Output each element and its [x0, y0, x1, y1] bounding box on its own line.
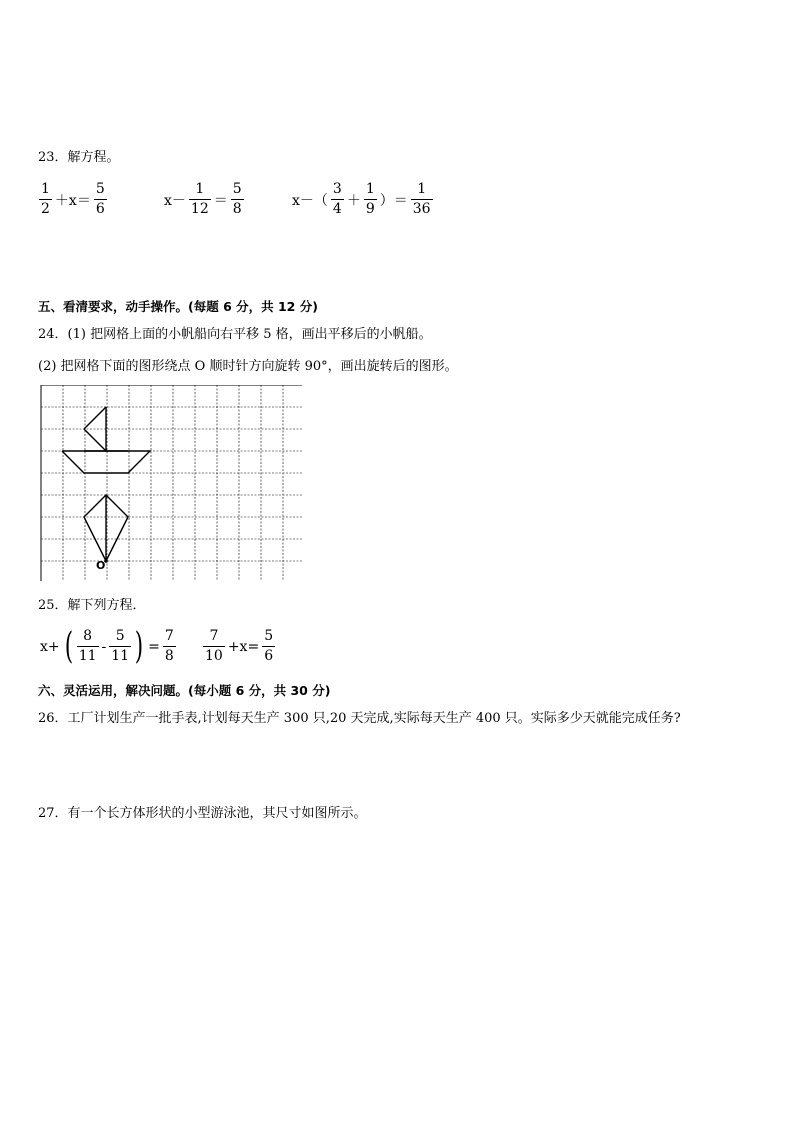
fraction: $\frac{7}{8}$	[164, 628, 174, 664]
fraction: $\frac{5}{6}$	[264, 628, 274, 664]
fraction: $\frac{1}{36}$	[412, 181, 431, 217]
fraction: $\frac{5}{6}$	[95, 181, 105, 217]
fraction: $\frac{1}{2}$	[41, 181, 50, 217]
q27-text: 27．有一个长方体形状的小型游泳池，其尺寸如图所示。	[38, 806, 367, 821]
fraction: $\frac{5}{8}$	[232, 181, 242, 217]
grid-figure	[40, 385, 302, 581]
q23-equation-1: $\frac{1}{2}$ ＋x＝ $\frac{5}{6}$	[41, 181, 105, 217]
q25-title: 25．解下列方程．	[38, 598, 146, 613]
grid-lines	[41, 385, 302, 581]
fraction: $\frac{1}{12}$	[190, 181, 209, 217]
q23-equation-2: x－ $\frac{1}{12}$ ＝ $\frac{5}{8}$	[164, 181, 242, 217]
sailboat	[62, 407, 150, 473]
q24-line-2: (2) 把网格下面的图形绕点 O 顺时针方向旋转 90°，画出旋转后的图形。	[38, 359, 458, 374]
q26-text: 26．工厂计划生产一批手表,计划每天生产 300 只,20 天完成,实际每天生产 400 只。实际多少天就能完成任务?	[38, 711, 681, 726]
q25-equation-1: x+ ( $\frac{8}{11}$ - $\frac{5}{11}$ ) = $\frac{7}{8}$	[40, 625, 174, 667]
fraction: $\frac{8}{11}$	[78, 628, 97, 664]
fraction: $\frac{1}{9}$	[365, 181, 375, 217]
q23-title: 23．解方程。	[38, 150, 120, 165]
q23-equation-3: x－（ $\frac{3}{4}$ ＋ $\frac{1}{9}$ ）＝ $\frac{1}{36}$	[292, 181, 431, 217]
fraction: $\frac{3}{4}$	[332, 181, 342, 217]
section-6-title: 六、灵活运用，解决问题。(每小题 6 分，共 30 分)	[38, 683, 331, 698]
section-5-title: 五、看清要求，动手操作。(每题 6 分，共 12 分)	[38, 299, 318, 314]
right-paren: )	[134, 625, 144, 667]
fraction: $\frac{5}{11}$	[111, 628, 130, 664]
fraction: $\frac{7}{10}$	[205, 628, 223, 664]
left-paren: (	[64, 625, 73, 667]
kite-shape	[84, 495, 128, 561]
q24-line-1: 24．(1) 把网格上面的小帆船向右平移 5 格，画出平移后的小帆船。	[38, 327, 432, 342]
point-o-label: O	[96, 559, 106, 572]
q25-equation-2: $\frac{7}{10}$ +x= $\frac{5}{6}$	[205, 628, 274, 664]
